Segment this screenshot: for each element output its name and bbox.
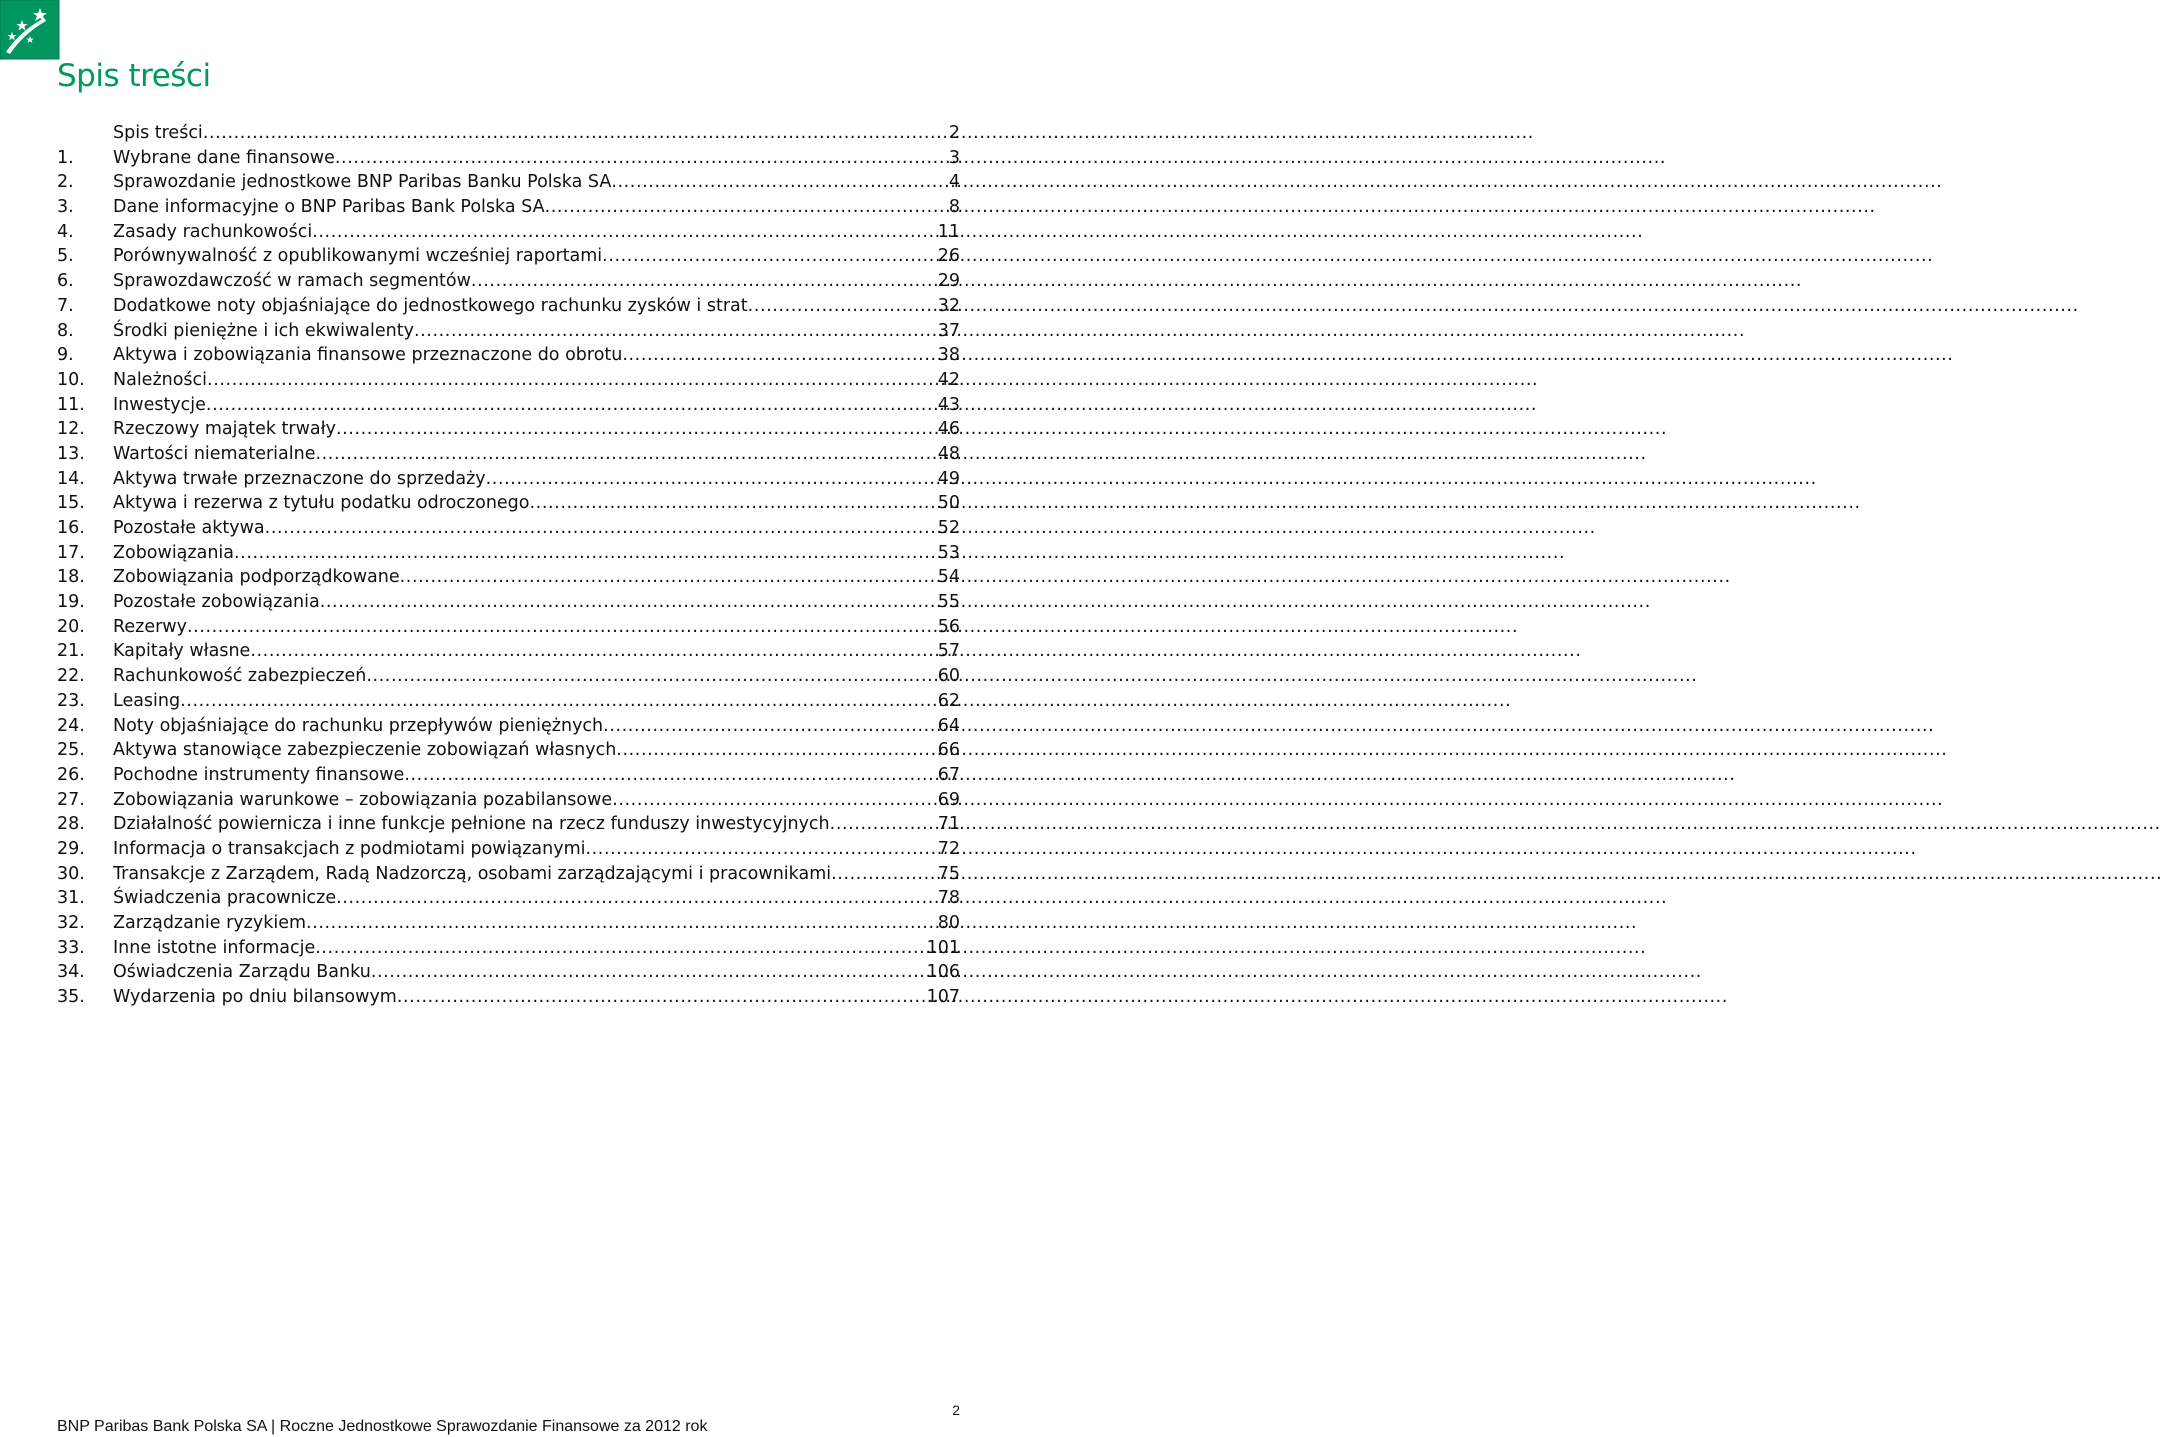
toc-dot-leader (616, 738, 935, 763)
toc-entry-number: 8. (57, 320, 74, 341)
toc-entry-number: 16. (57, 518, 85, 538)
toc-entry[interactable] (57, 393, 960, 418)
toc-dot-leader (250, 639, 935, 664)
toc-entry[interactable] (57, 911, 960, 936)
toc-entry[interactable] (57, 368, 960, 393)
toc-entry-page[interactable]: 29 (937, 271, 960, 292)
toc-dot-leader (371, 960, 925, 985)
toc-entry-page[interactable]: 37 (937, 320, 960, 341)
toc-entry[interactable] (57, 244, 960, 269)
toc-entry-page[interactable]: 62 (937, 690, 960, 711)
toc-dot-leader (336, 417, 936, 442)
toc-entry-page[interactable]: 60 (937, 666, 960, 687)
toc-entry[interactable] (57, 294, 960, 319)
toc-entry-page[interactable]: 78 (937, 888, 960, 909)
toc-dot-leader (400, 565, 936, 590)
toc-entry-number: 27. (57, 789, 85, 810)
toc-entry-number: 31. (57, 888, 85, 909)
toc-entry-page[interactable]: 26 (937, 246, 960, 267)
toc-entry[interactable] (57, 170, 960, 195)
toc-entry-number: 1. (57, 147, 74, 168)
toc-dot-leader (830, 812, 936, 837)
toc-entry-label[interactable]: Zasady rachunkowości (113, 221, 313, 242)
toc-entry-page[interactable]: 66 (937, 740, 960, 761)
toc-entry-label[interactable]: Transakcje z Zarządem, Radą Nadzorczą, osobami zarządzającymi i pracownikami (113, 863, 832, 884)
toc-entry-label[interactable]: Aktywa trwałe przeznaczone do sprzedaży (113, 468, 486, 489)
toc-entry[interactable] (57, 714, 960, 739)
toc-dot-leader (611, 170, 947, 195)
toc-entry-page[interactable]: 80 (937, 913, 960, 933)
toc-dot-leader (206, 393, 936, 418)
toc-entry[interactable] (57, 565, 960, 590)
toc-entry-number: 35. (57, 987, 85, 1008)
toc-entry[interactable] (57, 689, 960, 714)
toc-entry[interactable] (57, 812, 960, 837)
toc-entry[interactable] (57, 417, 960, 442)
toc-entry-number: 30. (57, 863, 85, 884)
toc-entry[interactable] (57, 541, 960, 566)
toc-entry-label[interactable]: Sprawozdawczość w ramach segmentów (113, 271, 471, 292)
toc-entry[interactable] (57, 837, 960, 862)
toc-entry[interactable] (57, 985, 960, 1010)
toc-entry-label[interactable]: Środki pieniężne i ich ekwiwalenty (113, 320, 414, 341)
toc-entry[interactable] (57, 121, 960, 146)
toc-entry-page[interactable]: 8 (948, 197, 960, 218)
toc-entry-number: 5. (57, 246, 74, 267)
toc-entry-label[interactable]: Dodatkowe noty objaśniające do jednostkowego rachunku zysków i strat (113, 295, 748, 316)
toc-entry-label[interactable]: Zobowiązania warunkowe – zobowiązania pozabilansowe (113, 789, 613, 810)
toc-dot-leader (336, 886, 936, 911)
toc-dot-leader (180, 689, 936, 714)
toc-entry-number: 3. (57, 197, 74, 218)
toc-entry-page[interactable]: 72 (937, 838, 960, 859)
toc-dot-leader (831, 862, 936, 887)
toc-entry-page[interactable]: 107 (926, 987, 960, 1008)
toc-entry-number: 9. (57, 345, 74, 366)
toc-entry-label[interactable]: Pochodne instrumenty finansowe (113, 764, 405, 785)
toc-entry-label[interactable]: Inne istotne informacje (113, 937, 316, 958)
toc-entry-page[interactable]: 3 (948, 147, 960, 168)
toc-dot-leader (414, 319, 936, 344)
toc-entry-number: 23. (57, 690, 85, 711)
toc-dot-leader (486, 467, 936, 492)
toc-entry-label[interactable]: Aktywa i rezerwa z tytułu podatku odroczonego (113, 493, 530, 514)
toc-entry-page[interactable]: 32 (937, 295, 960, 316)
toc-dot-leader (315, 442, 935, 467)
toc-entry-page[interactable]: 46 (937, 419, 960, 440)
toc-entry[interactable] (57, 615, 960, 640)
toc-entry-page[interactable]: 50 (937, 493, 960, 514)
toc-entry-label[interactable]: Rachunkowość zabezpieczeń (113, 666, 367, 687)
toc-entry-page[interactable]: 106 (926, 962, 960, 983)
toc-entry[interactable] (57, 467, 960, 492)
toc-entry-label[interactable]: Noty objaśniające do rachunku przepływów pieniężnych (113, 715, 604, 736)
toc-entry-number: 18. (57, 567, 85, 588)
toc-dot-leader (312, 220, 935, 245)
toc-dot-leader (366, 664, 935, 689)
page-title: Spis treści (57, 58, 211, 94)
toc-entry-number: 13. (57, 443, 85, 464)
toc-entry-label[interactable]: Oświadczenia Zarządu Banku (113, 962, 371, 983)
toc-entry-label[interactable]: Porównywalność z opublikowanymi wcześniej raportami (113, 246, 603, 267)
toc-entry-label[interactable]: Spis treści (113, 123, 203, 143)
toc-entry-page[interactable]: 38 (937, 345, 960, 366)
toc-entry[interactable] (57, 220, 960, 245)
toc-dot-leader (397, 985, 925, 1010)
toc-entry-label[interactable]: Świadczenia pracownicze (113, 888, 337, 909)
toc-entry[interactable] (57, 960, 960, 985)
toc-dot-leader (585, 837, 935, 862)
toc-entry-number: 33. (57, 937, 85, 958)
toc-entry-page[interactable]: 48 (937, 443, 960, 464)
toc-entry-page[interactable]: 42 (937, 369, 960, 390)
toc-entry-label[interactable]: Inwestycje (113, 394, 206, 415)
toc-entry-page[interactable]: 69 (937, 789, 960, 810)
toc-entry-page[interactable]: 11 (937, 221, 960, 242)
toc-entry-number: 14. (57, 468, 85, 489)
toc-entry-label[interactable]: Kapitały własne (113, 641, 251, 662)
toc-entry[interactable] (57, 936, 960, 961)
toc-entry-number: 29. (57, 838, 85, 859)
toc-entry-label[interactable]: Rezerwy (113, 616, 187, 637)
toc-dot-leader (471, 269, 936, 294)
toc-entry-label[interactable]: Aktywa stanowiące zabezpieczenie zobowiązań własnych (113, 740, 617, 761)
bnp-paribas-logo-icon (0, 0, 59, 59)
toc-entry-label[interactable]: Zarządzanie ryzykiem (113, 913, 307, 933)
toc-dot-leader (315, 936, 924, 961)
table-of-contents (57, 121, 960, 1010)
toc-entry-label[interactable]: Należności (113, 369, 208, 390)
toc-dot-leader (748, 294, 936, 319)
toc-entry[interactable] (57, 738, 960, 763)
toc-entry[interactable] (57, 886, 960, 911)
toc-entry[interactable] (57, 788, 960, 813)
toc-entry[interactable] (57, 862, 960, 887)
toc-dot-leader (603, 714, 936, 739)
toc-dot-leader (404, 763, 935, 788)
toc-entry-number: 22. (57, 666, 85, 687)
toc-entry-page[interactable]: 2 (948, 123, 960, 143)
toc-entry-number: 28. (57, 814, 85, 835)
toc-entry-number: 7. (57, 295, 74, 316)
toc-entry[interactable] (57, 442, 960, 467)
toc-entry-number: 4. (57, 221, 74, 242)
toc-entry-page[interactable]: 49 (937, 468, 960, 489)
toc-entry[interactable] (57, 269, 960, 294)
toc-dot-leader (612, 788, 936, 813)
toc-entry-label[interactable]: Informacja o transakcjach z podmiotami powiązanymi (113, 838, 586, 859)
toc-entry[interactable] (57, 763, 960, 788)
footer-text: BNP Paribas Bank Polska SA | Roczne Jednostkowe Sprawozdanie Finansowe za 2012 rok (57, 1418, 708, 1435)
toc-entry-number: 2. (57, 172, 74, 193)
toc-entry-number: 24. (57, 715, 85, 736)
toc-entry-label[interactable]: Pozostałe zobowiązania (113, 592, 320, 613)
toc-dot-leader (622, 343, 935, 368)
toc-entry-page[interactable]: 56 (937, 616, 960, 637)
toc-entry-page[interactable]: 55 (937, 592, 960, 613)
toc-entry-label[interactable]: Wybrane dane finansowe (113, 147, 335, 168)
toc-entry-label[interactable]: Zobowiązania podporządkowane (113, 567, 400, 588)
toc-entry-number: 11. (57, 394, 85, 415)
toc-entry[interactable] (57, 195, 960, 220)
toc-entry-number: 12. (57, 419, 85, 440)
toc-entry-page[interactable]: 64 (937, 715, 960, 736)
toc-entry-page[interactable]: 52 (937, 518, 960, 538)
toc-entry[interactable] (57, 516, 960, 541)
toc-entry[interactable] (57, 319, 960, 344)
toc-entry-number: 10. (57, 369, 85, 390)
toc-entry[interactable] (57, 590, 960, 615)
toc-entry-page[interactable]: 54 (937, 567, 960, 588)
toc-entry-number: 19. (57, 592, 85, 613)
toc-entry-label[interactable]: Dane informacyjne o BNP Paribas Bank Polska SA (113, 197, 545, 218)
toc-entry-number: 15. (57, 493, 85, 514)
toc-entry-label[interactable]: Sprawozdanie jednostkowe BNP Paribas Banku Polska SA (113, 172, 612, 193)
toc-dot-leader (265, 516, 936, 541)
toc-dot-leader (203, 121, 947, 146)
toc-entry-label[interactable]: Wydarzenia po dniu bilansowym (113, 987, 397, 1008)
toc-entry[interactable] (57, 146, 960, 171)
toc-entry-number: 32. (57, 913, 85, 933)
toc-entry-label[interactable]: Wartości niematerialne (113, 443, 316, 464)
toc-entry-number: 20. (57, 616, 85, 637)
toc-entry-number: 26. (57, 764, 85, 785)
toc-entry-number: 25. (57, 740, 85, 761)
toc-entry-page[interactable]: 43 (937, 394, 960, 415)
toc-entry-number: 21. (57, 641, 85, 662)
toc-entry-label[interactable]: Leasing (113, 690, 181, 711)
toc-entry-label[interactable]: Aktywa i zobowiązania finansowe przeznaczone do obrotu (113, 345, 623, 366)
toc-entry-page[interactable]: 101 (926, 937, 960, 958)
toc-entry-label[interactable]: Rzeczowy majątek trwały (113, 419, 336, 440)
toc-entry-number: 6. (57, 271, 74, 292)
toc-entry-page[interactable]: 4 (948, 172, 960, 193)
toc-entry-label[interactable]: Pozostałe aktywa (113, 518, 265, 538)
toc-entry[interactable] (57, 491, 960, 516)
toc-dot-leader (306, 911, 936, 936)
toc-entry-number: 34. (57, 962, 85, 983)
toc-entry-page[interactable]: 53 (937, 542, 960, 563)
toc-dot-leader (335, 146, 947, 171)
toc-dot-leader (545, 195, 947, 220)
toc-entry-page[interactable]: 67 (937, 764, 960, 785)
toc-dot-leader (530, 491, 936, 516)
toc-dot-leader (320, 590, 936, 615)
toc-entry-page[interactable]: 75 (937, 863, 960, 884)
toc-entry-page[interactable]: 71 (937, 814, 960, 835)
toc-dot-leader (234, 541, 936, 566)
toc-entry-number: 17. (57, 542, 85, 563)
toc-entry[interactable] (57, 343, 960, 368)
toc-entry-page[interactable]: 57 (937, 641, 960, 662)
toc-entry-label[interactable]: Zobowiązania (113, 542, 234, 563)
toc-dot-leader (207, 368, 936, 393)
toc-entry[interactable] (57, 639, 960, 664)
toc-dot-leader (602, 244, 936, 269)
toc-entry[interactable] (57, 664, 960, 689)
toc-entry-label[interactable]: Działalność powiernicza i inne funkcje pełnione na rzecz funduszy inwestycyjnych (113, 814, 830, 835)
page-number: 2 (952, 1402, 960, 1418)
toc-dot-leader (187, 615, 936, 640)
